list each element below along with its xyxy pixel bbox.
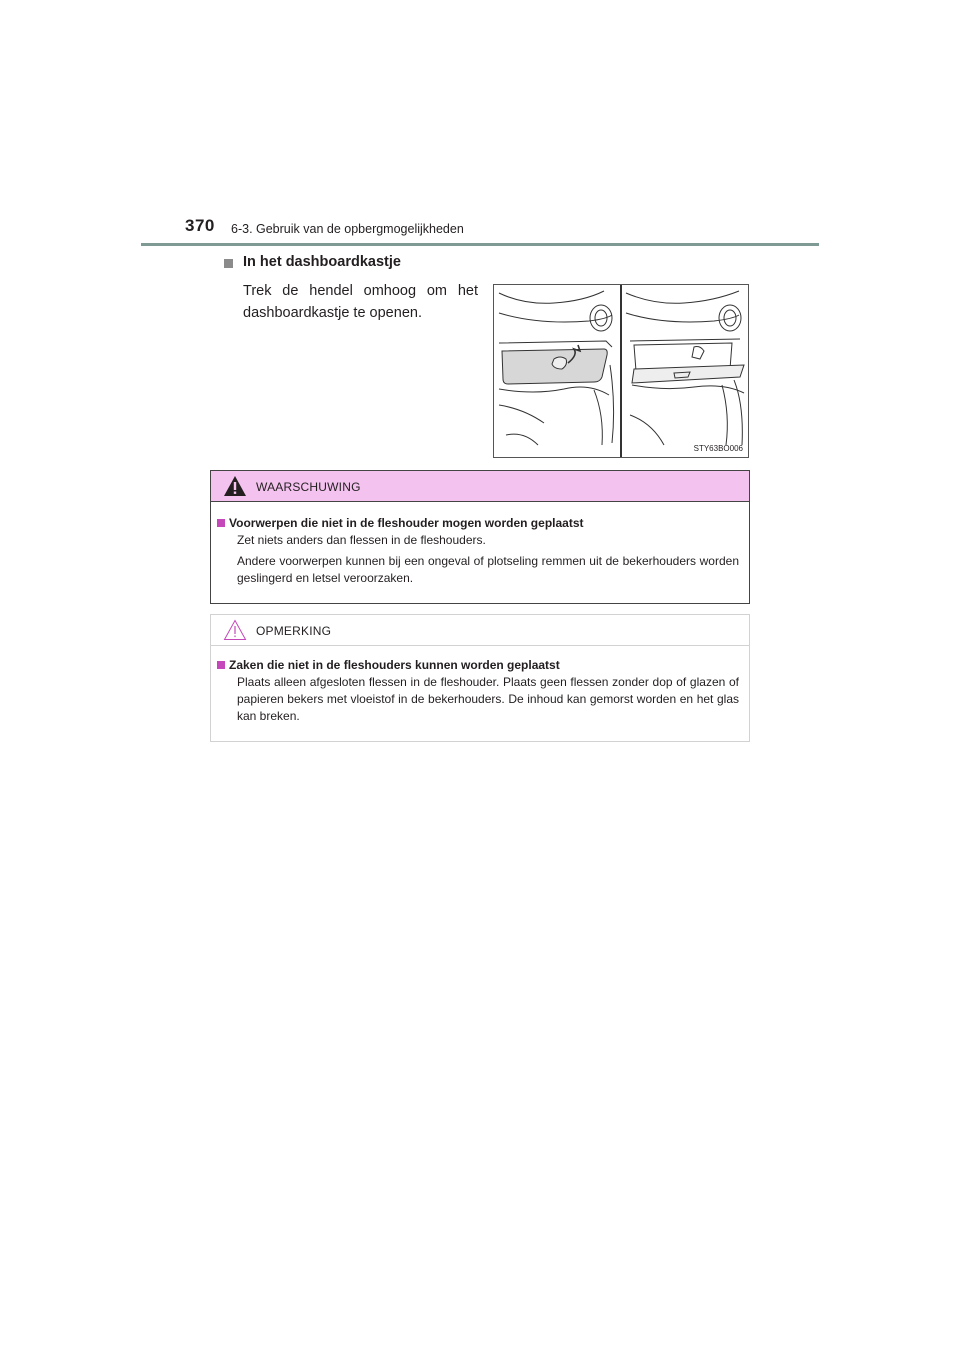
warning-item-paragraph: Andere voorwerpen kunnen bij een ongeval of plotseling remmen uit de bekerhouders worden geslingerd en letsel veroorzaken. — [237, 554, 739, 585]
bullet-square-icon — [217, 661, 225, 669]
warning-item — [217, 515, 739, 591]
notice-item-paragraph: Plaats alleen afgesloten flessen in de fleshouder. Plaats geen flessen zonder dop of glazen of papieren bekers met vloeistof in de bekerhouders. De inhoud kan gemorst worden en het glas kan breken. — [237, 675, 739, 723]
warning-triangle-icon — [223, 475, 247, 497]
page-number: 370 — [185, 216, 215, 235]
notice-item-heading: Zaken die niet in de fleshouders kunnen worden geplaatst — [229, 658, 560, 672]
header-rule — [141, 243, 819, 246]
warning-item-paragraph: Zet niets anders dan flessen in de fleshouders. — [237, 533, 486, 547]
instruction-text: Trek de hendel omhoog om het dashboardkastje te openen. — [243, 283, 478, 321]
notice-item — [217, 657, 739, 729]
notice-header — [211, 615, 749, 646]
bullet-square-icon — [217, 519, 225, 527]
glove-box-drawing — [494, 285, 749, 458]
warning-item-heading: Voorwerpen die niet in de fleshouder mogen worden geplaatst — [229, 516, 584, 530]
warning-header — [211, 471, 749, 502]
warning-label: WAARSCHUWING — [256, 480, 361, 494]
notice-label: OPMERKING — [256, 624, 332, 638]
glove-box-illustration — [493, 284, 749, 458]
running-header: 6-3. Gebruik van de opbergmogelijkheden — [231, 222, 464, 236]
section-bullet-icon — [224, 259, 233, 268]
notice-box — [210, 614, 750, 742]
section-title: In het dashboardkastje — [243, 254, 401, 270]
warning-box — [210, 470, 750, 604]
caution-outline-triangle-icon — [223, 619, 247, 641]
illustration-code: STY63BO006 — [693, 444, 743, 453]
